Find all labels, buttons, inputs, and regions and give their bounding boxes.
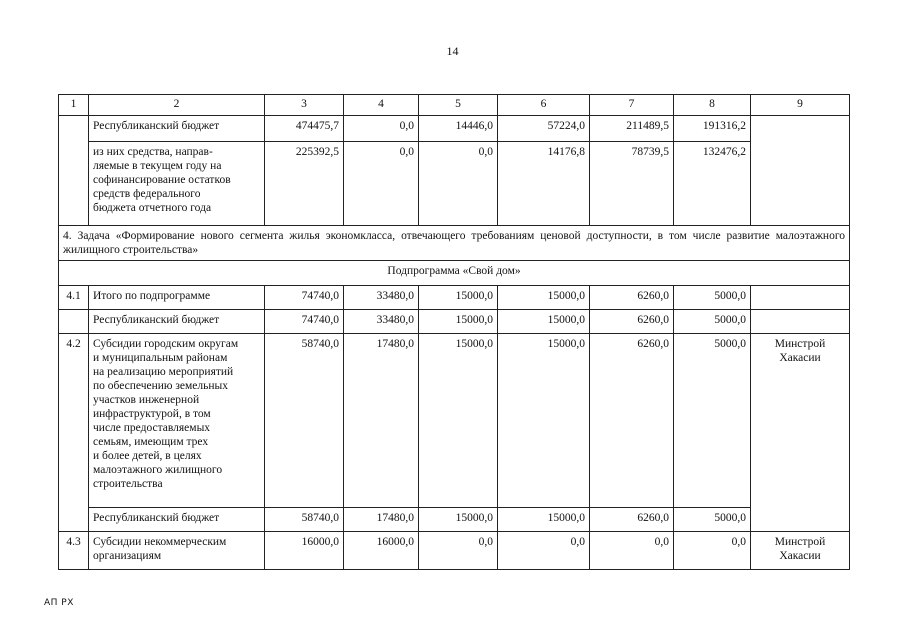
row-name: Республиканский бюджет (89, 310, 265, 334)
value-cell: 58740,0 (265, 508, 344, 532)
subprogram-title: Подпрограмма «Свой дом» (59, 261, 850, 286)
value-cell: 0,0 (419, 142, 498, 226)
column-header: 2 (89, 95, 265, 116)
table-row (59, 142, 850, 226)
row-name: Субсидии городским округам и муниципальным районам на реализацию мероприятий по обеспечению земельных участков инженерной инфраструктурой, в том числе предоставляемых семьям, имеющим трех и более детей, в целях малоэтажного жилищного строительства (89, 334, 265, 508)
row-number (59, 116, 89, 226)
table-row (59, 532, 850, 570)
value-cell: 6260,0 (590, 310, 674, 334)
value-cell: 0,0 (344, 116, 419, 142)
value-cell: 15000,0 (498, 508, 590, 532)
row-name: Итого по подпрограмме (89, 286, 265, 310)
footer-mark: АП РХ (44, 598, 74, 608)
value-cell: 15000,0 (498, 310, 590, 334)
value-cell: 74740,0 (265, 286, 344, 310)
table-row (59, 116, 850, 142)
subprogram-row (59, 261, 850, 286)
value-cell: 132476,2 (674, 142, 751, 226)
column-header: 1 (59, 95, 89, 116)
value-cell: 0,0 (344, 142, 419, 226)
row-name: из них средства, направ- ляемые в текущем году на софинансирование остатков средств федерального бюджета отчетного года (89, 142, 265, 226)
row-name: Субсидии некоммерческим организациям (89, 532, 265, 570)
value-cell: 0,0 (419, 532, 498, 570)
column-header: 6 (498, 95, 590, 116)
value-cell: 33480,0 (344, 310, 419, 334)
value-cell: 5000,0 (674, 310, 751, 334)
value-cell: 17480,0 (344, 334, 419, 508)
executor-cell (751, 310, 850, 334)
row-number: 4.1 (59, 286, 89, 310)
column-header: 7 (590, 95, 674, 116)
row-name: Республиканский бюджет (89, 116, 265, 142)
executor-cell: Минстрой Хакасии (751, 532, 850, 570)
value-cell: 211489,5 (590, 116, 674, 142)
column-header: 4 (344, 95, 419, 116)
value-cell: 58740,0 (265, 334, 344, 508)
value-cell: 15000,0 (419, 310, 498, 334)
value-cell: 17480,0 (344, 508, 419, 532)
value-cell: 0,0 (498, 532, 590, 570)
page-number: 14 (446, 44, 459, 58)
value-cell: 57224,0 (498, 116, 590, 142)
value-cell: 0,0 (674, 532, 751, 570)
value-cell: 0,0 (590, 532, 674, 570)
value-cell: 15000,0 (419, 286, 498, 310)
executor-cell (751, 116, 850, 226)
value-cell: 16000,0 (265, 532, 344, 570)
table-row (59, 508, 850, 532)
value-cell: 15000,0 (419, 334, 498, 508)
task-title: 4. Задача «Формирование нового сегмента жилья экономкласса, отвечающего требованиям ценовой доступности, в том числе развитие малоэтажного жилищного строительства» (59, 226, 850, 261)
column-header: 8 (674, 95, 751, 116)
value-cell: 16000,0 (344, 532, 419, 570)
row-number: 4.2 (59, 334, 89, 532)
value-cell: 6260,0 (590, 286, 674, 310)
budget-table (58, 94, 850, 570)
executor-cell: Минстрой Хакасии (751, 334, 850, 532)
header-row (59, 95, 850, 116)
value-cell: 5000,0 (674, 334, 751, 508)
value-cell: 5000,0 (674, 286, 751, 310)
column-header: 3 (265, 95, 344, 116)
value-cell: 14176,8 (498, 142, 590, 226)
row-name: Республиканский бюджет (89, 508, 265, 532)
value-cell: 74740,0 (265, 310, 344, 334)
value-cell: 15000,0 (498, 334, 590, 508)
value-cell: 33480,0 (344, 286, 419, 310)
value-cell: 15000,0 (498, 286, 590, 310)
column-header: 5 (419, 95, 498, 116)
value-cell: 6260,0 (590, 334, 674, 508)
executor-cell (751, 286, 850, 310)
table-row (59, 286, 850, 310)
value-cell: 225392,5 (265, 142, 344, 226)
row-number (59, 310, 89, 334)
table-row (59, 310, 850, 334)
value-cell: 14446,0 (419, 116, 498, 142)
value-cell: 191316,2 (674, 116, 751, 142)
table-row (59, 334, 850, 508)
value-cell: 5000,0 (674, 508, 751, 532)
column-header: 9 (751, 95, 850, 116)
value-cell: 78739,5 (590, 142, 674, 226)
row-number: 4.3 (59, 532, 89, 570)
value-cell: 6260,0 (590, 508, 674, 532)
value-cell: 15000,0 (419, 508, 498, 532)
value-cell: 474475,7 (265, 116, 344, 142)
task-row (59, 226, 850, 261)
